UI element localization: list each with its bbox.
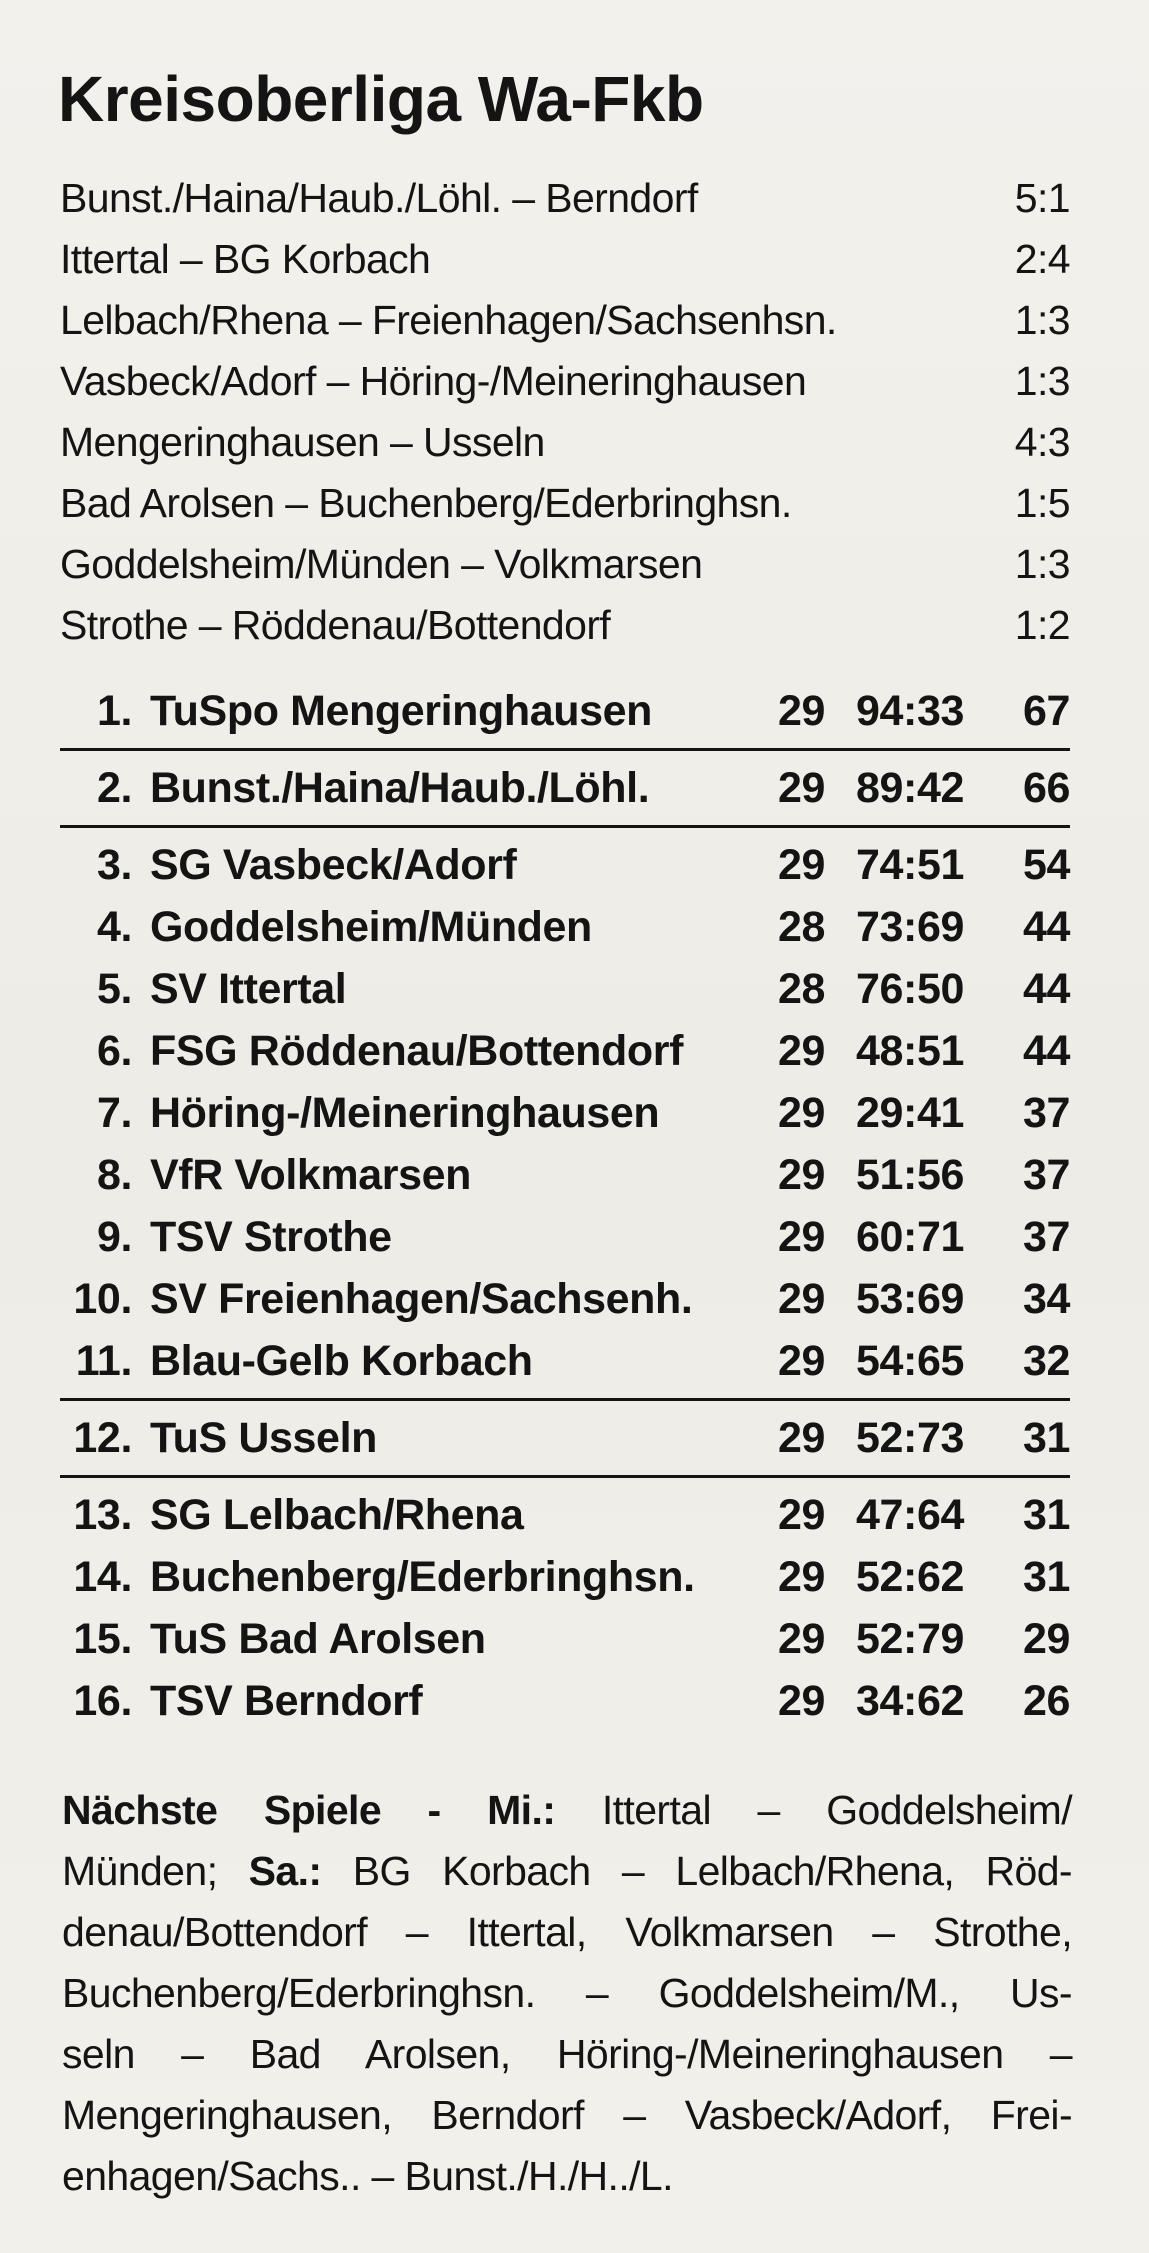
standings-points: 26 [1022, 1677, 1070, 1725]
result-score: 1:2 [1014, 602, 1070, 648]
standings-goals: 89:42 [856, 764, 964, 812]
standings-rank: 9. [96, 1213, 132, 1261]
next-games-line [62, 1780, 1072, 1841]
standings-points: 37 [1022, 1213, 1070, 1261]
result-match: Strothe – Röddenau/Bottendorf [60, 602, 611, 648]
standings-points: 29 [1022, 1615, 1070, 1663]
result-score: 5:1 [1014, 175, 1070, 221]
standings-goals: 29:41 [856, 1089, 964, 1137]
standings-team: TSV Strothe [150, 1213, 392, 1261]
standings-team: SV Freienhagen/Sachsenh. [150, 1275, 693, 1323]
result-match: Ittertal – BG Korbach [60, 236, 431, 282]
standings-row [60, 1670, 1070, 1732]
standings-points: 34 [1022, 1275, 1070, 1323]
next-games-line: seln – Bad Arolsen, Höring-/Meineringhausen – [62, 2031, 1072, 2077]
standings-points: 66 [1022, 764, 1070, 812]
standings-team: TSV Berndorf [150, 1677, 423, 1725]
standings-goals: 53:69 [856, 1275, 964, 1323]
standings-team: Blau-Gelb Korbach [150, 1337, 533, 1385]
standings-table [60, 680, 1070, 1732]
standings-points: 37 [1022, 1089, 1070, 1137]
result-score: 1:5 [1014, 480, 1070, 526]
standings-row [60, 1082, 1070, 1144]
standings-goals: 52:79 [856, 1615, 964, 1663]
result-row [60, 534, 1070, 595]
standings-team: Bunst./Haina/Haub./Löhl. [150, 764, 650, 812]
standings-row [60, 1020, 1070, 1082]
standings-rank: 15. [73, 1615, 132, 1663]
next-games-line [62, 1841, 1072, 1902]
result-row [60, 290, 1070, 351]
standings-games: 29 [778, 1027, 826, 1075]
standings-points: 44 [1022, 965, 1070, 1013]
standings-points: 67 [1022, 687, 1070, 735]
relegation-divider [60, 1398, 1070, 1401]
standings-games: 28 [778, 903, 826, 951]
result-match: Mengeringhausen – Usseln [60, 419, 545, 465]
match-results [60, 168, 1070, 656]
result-row [60, 595, 1070, 656]
result-row [60, 168, 1070, 229]
next-games-wednesday-cont: Münden; [62, 1848, 249, 1894]
standings-points: 32 [1022, 1337, 1070, 1385]
standings-games: 29 [778, 1213, 826, 1261]
standings-games: 29 [778, 1151, 826, 1199]
standings-team: TuS Usseln [150, 1414, 377, 1462]
result-match: Lelbach/Rhena – Freienhagen/Sachsenhsn. [60, 297, 837, 343]
result-score: 4:3 [1014, 419, 1070, 465]
standings-games: 29 [778, 841, 826, 889]
standings-goals: 48:51 [856, 1027, 964, 1075]
next-games-line: enhagen/Sachs.. – Bunst./H./H../L. [62, 2153, 673, 2199]
standings-row [60, 1484, 1070, 1546]
standings-rank: 1. [96, 687, 132, 735]
result-match: Goddelsheim/Münden – Volkmarsen [60, 541, 703, 587]
standings-points: 31 [1022, 1491, 1070, 1539]
standings-team: TuS Bad Arolsen [150, 1615, 486, 1663]
standings-goals: 34:62 [856, 1677, 964, 1725]
next-games-saturday: BG Korbach – Lelbach/Rhena, Röd- [321, 1848, 1072, 1894]
standings-rank: 14. [73, 1553, 132, 1601]
standings-team: TuSpo Mengeringhausen [150, 687, 653, 735]
standings-row [60, 1268, 1070, 1330]
result-score: 2:4 [1014, 236, 1070, 282]
standings-team: SV Ittertal [150, 965, 347, 1013]
standings-goals: 51:56 [856, 1151, 964, 1199]
standings-rank: 2. [96, 764, 132, 812]
standings-games: 29 [778, 764, 826, 812]
standings-games: 29 [778, 1615, 826, 1663]
standings-rank: 5. [96, 965, 132, 1013]
standings-rank: 3. [96, 841, 132, 889]
standings-team: FSG Röddenau/Bottendorf [150, 1027, 684, 1075]
next-games-line: Mengeringhausen, Berndorf – Vasbeck/Adorf, Frei- [62, 2092, 1072, 2138]
next-games [62, 1780, 1072, 2207]
standings-goals: 52:62 [856, 1553, 964, 1601]
standings-rank: 7. [96, 1089, 132, 1137]
standings-row [60, 1546, 1070, 1608]
next-games-line: denau/Bottendorf – Ittertal, Volkmarsen – Strothe, [62, 1909, 1072, 1955]
standings-team: Goddelsheim/Münden [150, 903, 592, 951]
standings-team: Höring-/Meineringhausen [150, 1089, 660, 1137]
standings-games: 29 [778, 1414, 826, 1462]
next-games-heading: Nächste Spiele - Mi.: [62, 1787, 556, 1833]
next-games-saturday-label: Sa.: [248, 1848, 322, 1894]
standings-games: 29 [778, 1089, 826, 1137]
standings-row [60, 680, 1070, 742]
result-match: Vasbeck/Adorf – Höring-/Meineringhausen [60, 358, 807, 404]
standings-team: SG Lelbach/Rhena [150, 1491, 524, 1539]
league-title: Kreisoberliga Wa-Fkb [58, 63, 704, 135]
standings-team: Buchenberg/Ederbringhsn. [150, 1553, 695, 1601]
result-row [60, 473, 1070, 534]
standings-row [60, 896, 1070, 958]
result-row [60, 229, 1070, 290]
standings-goals: 47:64 [856, 1491, 964, 1539]
standings-rank: 11. [75, 1337, 132, 1385]
standings-row [60, 1144, 1070, 1206]
standings-team: VfR Volkmarsen [150, 1151, 471, 1199]
next-games-line: Buchenberg/Ederbringhsn. – Goddelsheim/M., Us- [62, 1970, 1072, 2016]
standings-rank: 6. [96, 1027, 132, 1075]
standings-goals: 73:69 [856, 903, 964, 951]
standings-row [60, 1330, 1070, 1392]
standings-goals: 54:65 [856, 1337, 964, 1385]
standings-row [60, 757, 1070, 819]
standings-games: 29 [778, 1491, 826, 1539]
standings-row [60, 834, 1070, 896]
standings-rank: 12. [73, 1414, 132, 1462]
standings-points: 37 [1022, 1151, 1070, 1199]
standings-games: 29 [778, 1275, 826, 1323]
standings-points: 44 [1022, 1027, 1070, 1075]
standings-row [60, 958, 1070, 1020]
standings-games: 29 [778, 1553, 826, 1601]
standings-points: 31 [1022, 1414, 1070, 1462]
standings-goals: 76:50 [856, 965, 964, 1013]
result-row [60, 351, 1070, 412]
standings-goals: 74:51 [856, 841, 964, 889]
standings-goals: 60:71 [856, 1213, 964, 1261]
standings-rank: 8. [96, 1151, 132, 1199]
standings-row [60, 1407, 1070, 1469]
standings-games: 28 [778, 965, 826, 1013]
next-games-wednesday: Ittertal – Goddelsheim/ [555, 1787, 1072, 1833]
result-score: 1:3 [1014, 297, 1070, 343]
result-score: 1:3 [1014, 358, 1070, 404]
standings-points: 31 [1022, 1553, 1070, 1601]
standings-row [60, 1608, 1070, 1670]
descent-divider [60, 1475, 1070, 1478]
promotion-divider [60, 748, 1070, 751]
relegation-playoff-divider [60, 825, 1070, 828]
standings-points: 54 [1022, 841, 1070, 889]
result-match: Bad Arolsen – Buchenberg/Ederbringhsn. [60, 480, 792, 526]
standings-rank: 4. [96, 903, 132, 951]
standings-goals: 52:73 [856, 1414, 964, 1462]
standings-games: 29 [778, 1337, 826, 1385]
standings-rank: 13. [73, 1491, 132, 1539]
standings-row [60, 1206, 1070, 1268]
standings-rank: 16. [73, 1677, 132, 1725]
standings-games: 29 [778, 1677, 826, 1725]
standings-rank: 10. [73, 1275, 132, 1323]
standings-games: 29 [778, 687, 826, 735]
result-match: Bunst./Haina/Haub./Löhl. – Berndorf [60, 175, 698, 221]
standings-points: 44 [1022, 903, 1070, 951]
result-row [60, 412, 1070, 473]
standings-goals: 94:33 [856, 687, 964, 735]
result-score: 1:3 [1014, 541, 1070, 587]
standings-team: SG Vasbeck/Adorf [150, 841, 517, 889]
